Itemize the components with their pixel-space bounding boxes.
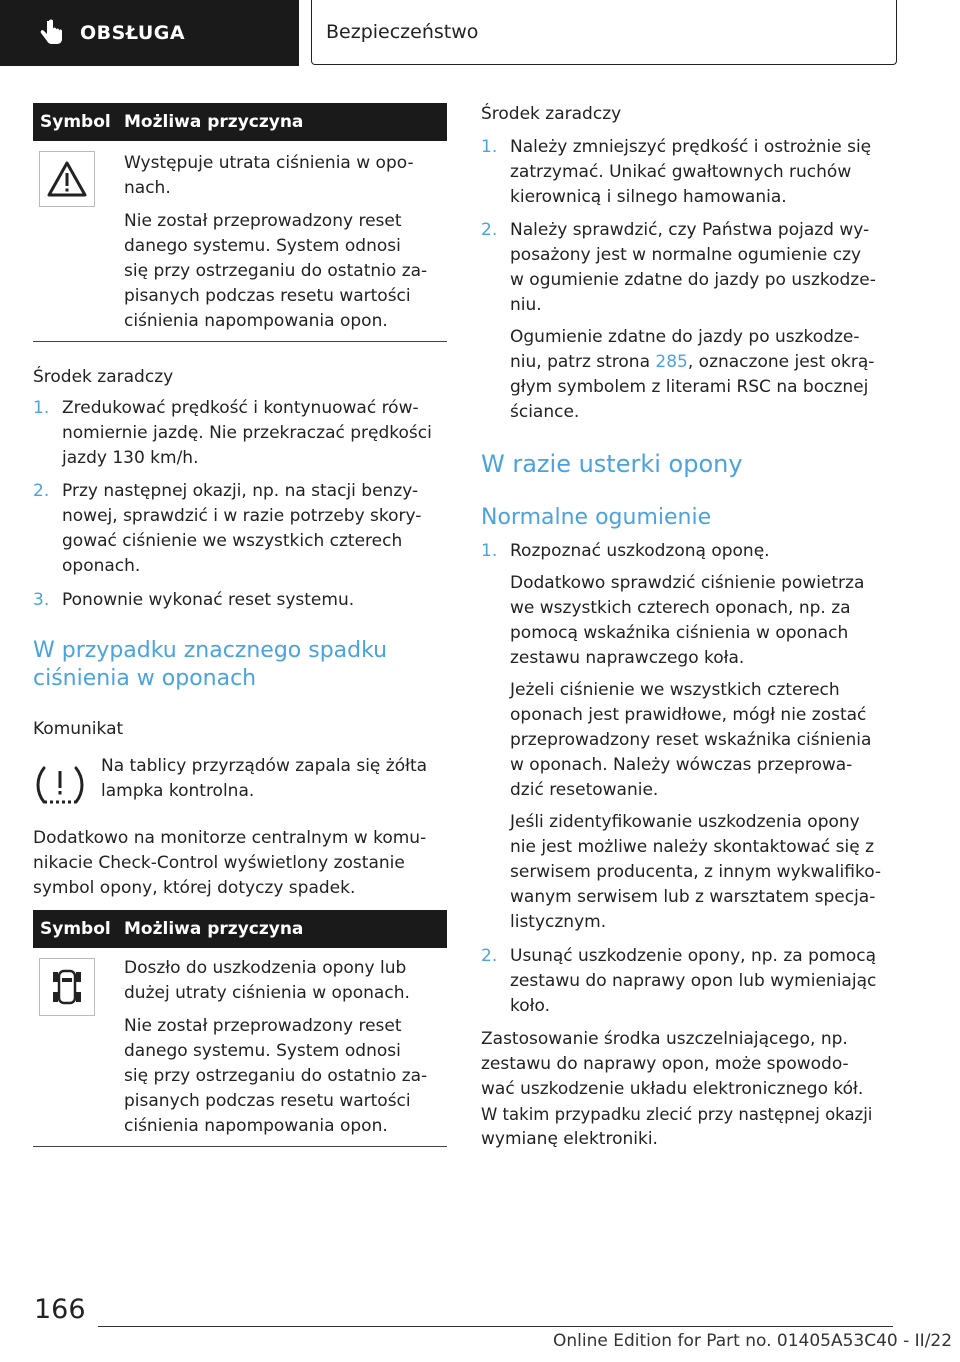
hand-pointer-icon	[38, 18, 66, 48]
failure-line: wanym serwisem lub z warsztatem specja-	[510, 887, 876, 907]
table1-cause-line: nach.	[124, 178, 171, 198]
failure-heading: W razie usterki opony	[481, 450, 743, 478]
failure-line: listycznym.	[510, 912, 607, 932]
section-tab	[0, 0, 299, 66]
remedy1-line: Ponownie wykonać reset systemu.	[62, 590, 355, 610]
failure-line: zestawu do naprawy opon lub wymieniając	[510, 971, 877, 991]
remedy2-item	[510, 135, 905, 210]
failure-closing	[481, 1027, 901, 1152]
remedy2-item	[510, 218, 905, 425]
remedy1-num: 2.	[33, 481, 50, 501]
table2-cause-line: Nie został przeprowadzony reset	[124, 1016, 402, 1036]
remedy1-line: nomiernie jazdę. Nie przekraczać prędkości	[62, 423, 432, 443]
remedy2-line: posażony jest w normalne ogumienie czy	[510, 245, 862, 265]
table2-col-cause: Możliwa przyczyna	[124, 919, 304, 939]
tire-pressure-icon	[33, 758, 87, 812]
closing-line: Zastosowanie środka uszczelniającego, np.	[481, 1029, 848, 1049]
table1-bottom-rule	[33, 341, 447, 342]
remedy2-line: Ogumienie zdatne do jazdy po uszkodze-	[510, 327, 860, 347]
table2-bottom-rule	[33, 1146, 447, 1147]
table1-cause-line: Nie został przeprowadzony reset	[124, 211, 402, 231]
table1-symbol	[39, 151, 95, 207]
pressure-heading-line: ciśnienia w oponach	[33, 666, 257, 691]
remedy2-line: kierownicą i silnego hamowania.	[510, 187, 787, 207]
remedy2-title: Środek zaradczy	[481, 104, 622, 124]
chapter-title: Bezpieczeństwo	[326, 21, 479, 43]
failure-line: przeprowadzony reset wskaźnika ciśnienia	[510, 730, 872, 750]
table2-header	[33, 910, 447, 948]
table2-cause	[124, 956, 447, 1139]
failure-line: w oponach. Należy wówczas przeprowa-	[510, 755, 853, 775]
failure-subheading: Normalne ogumienie	[481, 505, 712, 530]
remedy1-item	[62, 479, 452, 579]
failure-line: we wszystkich czterech oponach, np. za	[510, 598, 851, 618]
failure-item	[510, 539, 905, 935]
remedy2-num: 1.	[481, 137, 498, 157]
footer-rule	[98, 1326, 893, 1327]
edition-note: Online Edition for Part no. 01405A53C40 - II/22	[553, 1331, 953, 1351]
failure-line: oponach jest prawidłowe, mógł nie zostać	[510, 705, 867, 725]
remedy1-title: Środek zaradczy	[33, 367, 174, 387]
remedy1-line: gować ciśnienie we wszystkich czterech	[62, 531, 403, 551]
remedy2-line: głym symbolem z literami RSC na bocznej	[510, 377, 869, 397]
table1-header	[33, 103, 447, 141]
table2-cause-line: pisanych podczas resetu wartości	[124, 1091, 411, 1111]
table1-cause-line: ciśnienia napompowania opon.	[124, 311, 388, 331]
failure-line: pomocą wskaźnika ciśnienia w oponach	[510, 623, 849, 643]
remedy1-line: jazdy 130 km/h.	[62, 448, 199, 468]
remedy1-item	[62, 396, 452, 471]
komunikat-symbol	[33, 758, 87, 812]
remedy2-num: 2.	[481, 220, 498, 240]
failure-line: Dodatkowo sprawdzić ciśnienie powietrza	[510, 573, 865, 593]
pressure-body-line: Dodatkowo na monitorze centralnym w komu-	[33, 828, 427, 848]
komunikat-line: Na tablicy przyrządów zapala się żółta	[101, 756, 428, 776]
closing-line: zestawu do naprawy opon, może spowodo-	[481, 1054, 849, 1074]
remedy2-line: niu.	[510, 295, 542, 315]
failure-num: 1.	[481, 541, 498, 561]
warning-triangle-icon	[40, 152, 94, 206]
pressure-heading	[33, 637, 387, 693]
page-link-285[interactable]: 285	[655, 352, 688, 372]
table2-cause-line: ciśnienia napompowania opon.	[124, 1116, 388, 1136]
table2-cause-line: dużej utraty ciśnienia w oponach.	[124, 983, 410, 1003]
remedy2-line: w ogumienie zdatne do jazdy po uszkodze-	[510, 270, 876, 290]
failure-line: Usunąć uszkodzenie opony, np. za pomocą	[510, 946, 877, 966]
remedy2-line: Należy sprawdzić, czy Państwa pojazd wy-	[510, 220, 870, 240]
remedy2-text: niu, patrz strona	[510, 352, 656, 372]
failure-line: koło.	[510, 996, 550, 1016]
pressure-heading-line: W przypadku znacznego spadku	[33, 638, 388, 663]
failure-line: Jeżeli ciśnienie we wszystkich czterech	[510, 680, 840, 700]
failure-line: nie jest możliwe należy skontaktować się z	[510, 837, 875, 857]
failure-item	[510, 944, 905, 1019]
failure-line: Rozpoznać uszkodzoną oponę.	[510, 541, 770, 561]
table2-cause-line: się przy ostrzeganiu do ostatnio za-	[124, 1066, 428, 1086]
closing-line: W takim przypadku zlecić przy następnej okazji	[481, 1105, 873, 1124]
table2-symbol	[39, 958, 95, 1016]
remedy1-num: 1.	[33, 398, 50, 418]
table1-cause-line: danego systemu. System odnosi	[124, 236, 401, 256]
pressure-body-line: nikacie Check-Control wyświetlony zostanie	[33, 853, 405, 873]
section-title: OBSŁUGA	[80, 22, 186, 44]
table2-cause-line: Doszło do uszkodzenia opony lub	[124, 958, 407, 978]
table1-cause	[124, 151, 447, 334]
remedy1-num: 3.	[33, 590, 50, 610]
remedy1-line: Zredukować prędkość i kontynuować rów-	[62, 398, 419, 418]
komunikat-text	[101, 754, 447, 804]
pressure-body	[33, 826, 453, 901]
remedy1-line: oponach.	[62, 556, 141, 576]
closing-line: wać uszkodzenie układu elektronicznego kół.	[481, 1079, 864, 1099]
closing-line: wymianę elektroniki.	[481, 1129, 658, 1149]
pressure-body-line: symbol opony, której dotyczy spadek.	[33, 878, 356, 898]
table1-cause-line: się przy ostrzeganiu do ostatnio za-	[124, 261, 428, 281]
remedy2-line: ściance.	[510, 402, 580, 422]
komunikat-line: lampka kontrolna.	[101, 781, 255, 801]
remedy1-line: Przy następnej okazji, np. na stacji benzy-	[62, 481, 419, 501]
table1-col-cause: Możliwa przyczyna	[124, 112, 304, 132]
table1-col-symbol: Symbol	[40, 112, 111, 132]
page-number: 166	[34, 1294, 86, 1325]
remedy2-line	[510, 350, 905, 375]
failure-line: dzić resetowanie.	[510, 780, 659, 800]
remedy1-line: nowej, sprawdzić i w razie potrzeby skory-	[62, 506, 422, 526]
remedy2-text: , oznaczone jest okrą-	[687, 352, 875, 372]
car-tires-icon	[40, 959, 94, 1015]
failure-line: zestawu naprawczego koła.	[510, 648, 745, 668]
table1-cause-line: pisanych podczas resetu wartości	[124, 286, 411, 306]
table1-cause-line: Występuje utrata ciśnienia w opo-	[124, 153, 414, 173]
komunikat-title: Komunikat	[33, 719, 124, 739]
failure-num: 2.	[481, 946, 498, 966]
table2-col-symbol: Symbol	[40, 919, 111, 939]
remedy2-line: zatrzymać. Unikać gwałtownych ruchów	[510, 162, 852, 182]
failure-line: Jeśli zidentyfikowanie uszkodzenia opony	[510, 812, 860, 832]
table2-cause-line: danego systemu. System odnosi	[124, 1041, 401, 1061]
remedy2-line: Należy zmniejszyć prędkość i ostrożnie się	[510, 137, 872, 157]
failure-line: serwisem producenta, z innym wykwalifiko-	[510, 862, 882, 882]
chapter-tab	[311, 0, 897, 65]
